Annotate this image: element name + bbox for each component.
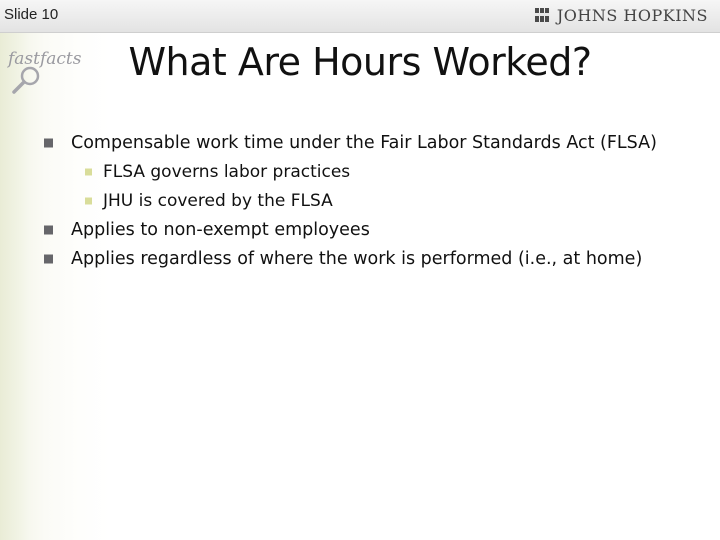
slide-title: What Are Hours Worked?: [128, 40, 592, 84]
sub-bullet-item: [44, 157, 704, 186]
sub-bullet-text: FLSA governs labor practices: [103, 161, 351, 182]
bullet-item: [44, 128, 704, 157]
sub-bullet-item: [44, 186, 704, 215]
fastfacts-logo-text: fastfacts: [8, 49, 82, 69]
shield-icon: [533, 6, 551, 24]
slide-number: Slide 10: [4, 6, 59, 23]
bullet-text: Applies regardless of where the work is performed (i.e., at home): [71, 248, 643, 269]
bullet-text: Compensable work time under the Fair Labor Standards Act (FLSA): [71, 132, 657, 153]
bullet-marker: [44, 138, 53, 147]
bullet-text: Applies to non-exempt employees: [71, 219, 370, 240]
bullet-marker: [44, 254, 53, 263]
bullet-list: [44, 128, 704, 273]
header-bar: [0, 0, 720, 33]
institution-logo: [533, 5, 708, 25]
institution-wordmark: JOHNS HOPKINS: [556, 5, 708, 25]
sub-bullet-marker: [85, 197, 92, 204]
sub-bullet-text: JHU is covered by the FLSA: [103, 190, 333, 211]
bullet-item: [44, 215, 704, 244]
bullet-item: [44, 244, 704, 273]
bullet-marker: [44, 225, 53, 234]
sub-bullet-marker: [85, 168, 92, 175]
